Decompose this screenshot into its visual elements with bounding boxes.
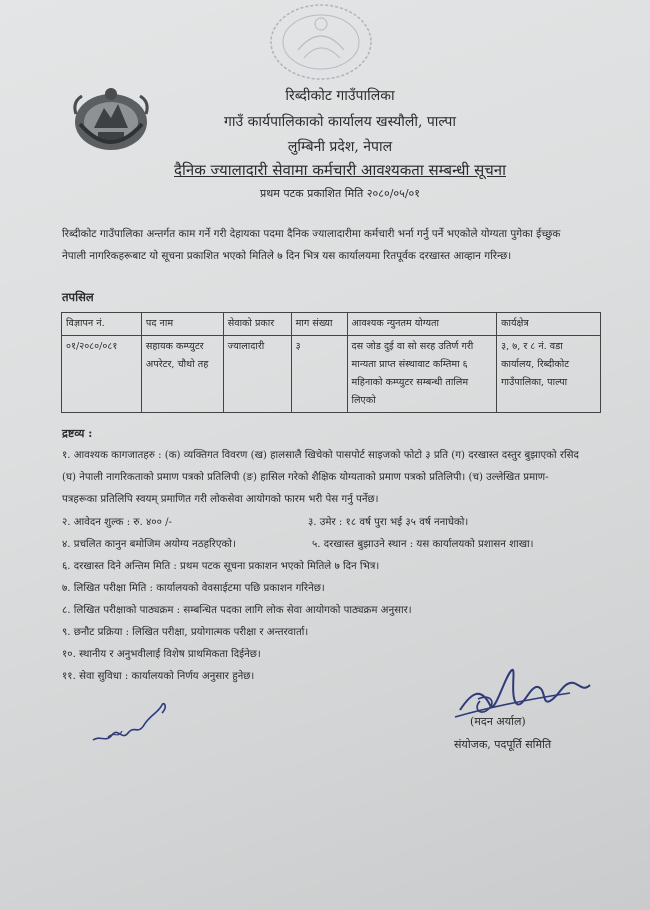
note-10: १०. स्थानीय र अनुभवीलाई विशेष प्राथमिकता दिईनेछ। bbox=[62, 649, 261, 660]
signatory-name: (मदन अर्याल) bbox=[470, 715, 526, 728]
note-6: ६. दरखास्त दिने अन्तिम मिति : प्रथम पटक सूचना प्रकाशन भएको मितिले ७ दिन भित्र। bbox=[62, 561, 380, 572]
vacancy-table bbox=[61, 312, 601, 413]
notice-title: दैनिक ज्यालादारी सेवामा कर्मचारी आवश्यकता सम्बन्धी सूचना bbox=[174, 161, 506, 179]
note-3: ३. उमेर : १८ वर्ष पुरा भई ३५ वर्ष ननाघेको। bbox=[308, 517, 469, 528]
cell-post: सहायक कम्प्युटर अपरेटर, चौथो तह bbox=[141, 336, 223, 413]
note-7: ७. लिखित परीक्षा मिति : कार्यालयको वेवसाईटमा पछि प्रकाशन गरिनेछ। bbox=[62, 583, 325, 594]
intro-paragraph: रिब्दीकोट गाउँपालिका अन्तर्गत काम गर्ने गरी देहायका पदमा दैनिक ज्यालादारीमा कर्मचारी भर्ना गर्नु पर्ने भएकोले योग्यता पुगेका ईच्छुक नेपाली नागरिकहरूबाट यो सूचना प्रकाशित भएको मितिले ७ दिन भित्र यस कार्यालयमा रितपूर्वक दरखास्त आव्हान गरिन्छ। bbox=[62, 228, 561, 262]
note-5: ५. दरखास्त बुझाउने स्थान : यस कार्यालयको प्रशासन शाखा। bbox=[312, 539, 534, 550]
publish-date: प्रथम पटक प्रकाशित मिति २०८०/०५/०१ bbox=[260, 187, 420, 200]
col-header-post: पद नाम bbox=[141, 313, 223, 336]
note-4: ४. प्रचलित कानुन बमोजिम अयोग्य नठहरिएको। bbox=[62, 539, 236, 550]
cell-qualification: दस जोड दुई वा सो सरह उतिर्ण गरी मान्यता प्राप्त संस्थावाट कम्तिमा ६ महिनाको कम्प्युटर सम्बन्धी तालिम लिएको bbox=[347, 336, 497, 413]
table-header-row bbox=[62, 313, 601, 336]
province-name: लुम्बिनी प्रदेश, नेपाल bbox=[287, 139, 393, 155]
cell-adno: ०१/२०८०/०८१ bbox=[62, 336, 142, 413]
office-name: गाउँ कार्यपालिकाको कार्यालय खस्यौली, पाल्पा bbox=[223, 114, 457, 130]
note-11: ११. सेवा सुविधा : कार्यालयको निर्णय अनुसार हुनेछ। bbox=[62, 671, 255, 682]
col-header-count: माग संख्या bbox=[291, 313, 347, 336]
col-header-qualification: आवश्यक न्युनतम योग्यता bbox=[347, 313, 497, 336]
table-row bbox=[62, 336, 601, 413]
note-9: ९. छनौट प्रक्रिया : लिखित परीक्षा, प्रयोगात्मक परीक्षा र अन्तरवार्ता। bbox=[62, 627, 309, 638]
cell-area: ३, ७, र ८ नं. वडा कार्यालय, रिब्दीकोट गाउँपालिका, पाल्पा bbox=[497, 336, 601, 413]
notes-heading: द्रष्टव्य : bbox=[62, 427, 93, 440]
signatory-title: संयोजक, पदपूर्ति समिति bbox=[454, 738, 552, 751]
initial-signature bbox=[88, 695, 178, 750]
details-heading: तपसिल bbox=[62, 290, 94, 304]
office-stamp bbox=[268, 2, 374, 82]
municipality-name: रिब्दीकोट गाउँपालिका bbox=[285, 88, 395, 104]
note-8: ८. लिखित परीक्षाको पाठ्यक्रम : सम्बन्धित पदका लागि लोक सेवा आयोगको पाठ्यक्रम अनुसार। bbox=[62, 605, 412, 616]
cell-count: ३ bbox=[291, 336, 347, 413]
note-1: १. आवश्यक कागजातहरु : (क) व्यक्तिगत विवरण (ख) हालसालै खिचेको पासपोर्ट साइजको फोटो ३ प्रति (ग) दरखास्त दस्तुर बुझाएको रसिद (घ) नेपाली नागरिकताको प्रमाण पत्रको प्रतिलिपी (ङ) हासिल गरेको शैक्षिक योग्यताको प्रमाण पत्रको प्रतिलिपी। (च) उल्लेखित प्रमाण-पत्रहरूका प्रतिलिपि स्वयम् प्रमाणित गरी लोकसेवा आयोगको फारम भरी पेस गर्नु पर्नेछ। bbox=[62, 450, 579, 505]
col-header-adno: विज्ञापन नं. bbox=[62, 313, 142, 336]
cell-service: ज्यालादारी bbox=[223, 336, 291, 413]
col-header-service: सेवाको प्रकार bbox=[223, 313, 291, 336]
note-2: २. आवेदन शुल्क : रु. ४०० /- bbox=[62, 517, 172, 528]
col-header-area: कार्यक्षेत्र bbox=[497, 313, 601, 336]
